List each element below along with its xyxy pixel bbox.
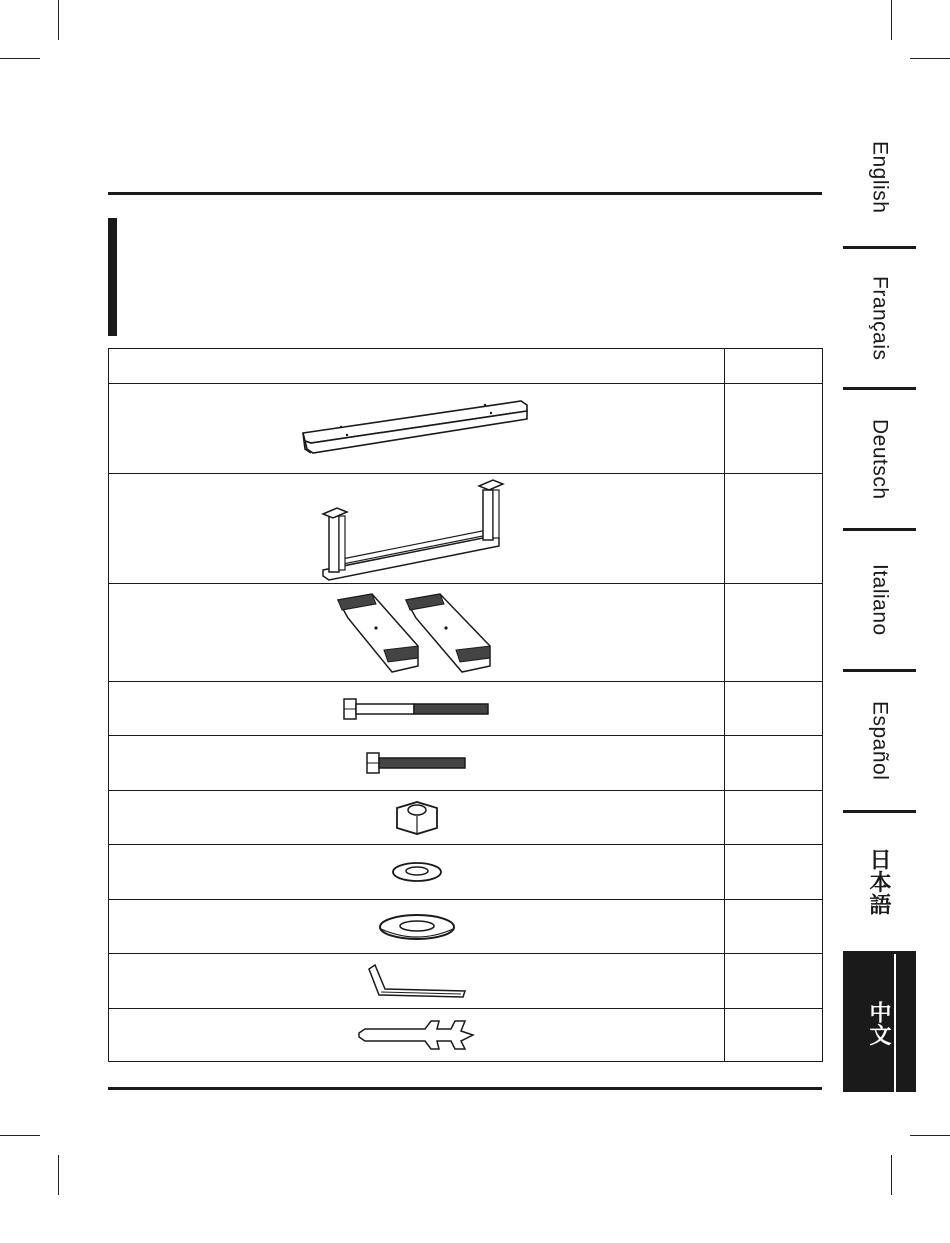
hex-nut-icon	[391, 798, 443, 838]
leg-frame-icon	[317, 476, 517, 581]
qty-cell	[725, 954, 823, 1009]
bench-top-board-icon	[297, 389, 537, 469]
table-row	[109, 736, 823, 791]
tab-label: 中文	[867, 1000, 892, 1046]
bottom-rule	[108, 1087, 822, 1090]
top-rule	[108, 192, 822, 195]
table-row	[109, 900, 823, 954]
qty-cell	[725, 384, 823, 474]
table-row	[109, 384, 823, 474]
crop-mark	[58, 1155, 59, 1195]
tab-italian[interactable]	[843, 531, 916, 672]
crop-mark	[0, 1135, 40, 1136]
large-washer-icon	[377, 911, 457, 943]
table-row	[109, 1009, 823, 1062]
crop-mark	[891, 0, 892, 40]
tab-japanese[interactable]	[843, 813, 916, 954]
small-washer-icon	[390, 859, 444, 885]
language-tab-strip	[843, 108, 916, 1092]
qty-cell	[725, 1009, 823, 1062]
tab-english[interactable]	[843, 108, 916, 249]
crop-mark	[891, 1155, 892, 1195]
tab-label: English	[868, 140, 892, 214]
table-header-row	[109, 349, 823, 384]
wrench-icon	[355, 1015, 479, 1055]
foot-pads-icon	[332, 588, 502, 678]
qty-cell	[725, 474, 823, 584]
tab-label: Italiano	[868, 564, 892, 636]
tab-label: Español	[868, 701, 892, 781]
tab-label: Deutsch	[868, 418, 892, 500]
qty-cell	[725, 845, 823, 900]
table-row	[109, 954, 823, 1009]
short-bolt-icon	[365, 751, 469, 775]
qty-cell	[725, 791, 823, 845]
tab-chinese[interactable]	[843, 954, 916, 1092]
table-row	[109, 791, 823, 845]
parts-table	[108, 348, 823, 1062]
table-row	[109, 845, 823, 900]
tab-label: Français	[868, 275, 892, 361]
long-bolt-icon	[342, 697, 492, 721]
table-row	[109, 474, 823, 584]
qty-cell	[725, 736, 823, 791]
table-row	[109, 682, 823, 736]
crop-mark	[910, 58, 950, 59]
crop-mark	[910, 1135, 950, 1136]
qty-cell	[725, 900, 823, 954]
header-part-cell	[109, 349, 725, 384]
qty-cell	[725, 682, 823, 736]
tab-french[interactable]	[843, 249, 916, 390]
tab-spanish[interactable]	[843, 672, 916, 813]
qty-cell	[725, 584, 823, 682]
allen-key-icon	[357, 961, 477, 1001]
table-row	[109, 584, 823, 682]
section-marker-bar	[108, 218, 117, 336]
crop-mark	[0, 58, 40, 59]
tab-german[interactable]	[843, 390, 916, 531]
header-qty-cell	[725, 349, 823, 384]
tab-label: 日本語	[867, 848, 892, 916]
crop-mark	[58, 0, 59, 40]
